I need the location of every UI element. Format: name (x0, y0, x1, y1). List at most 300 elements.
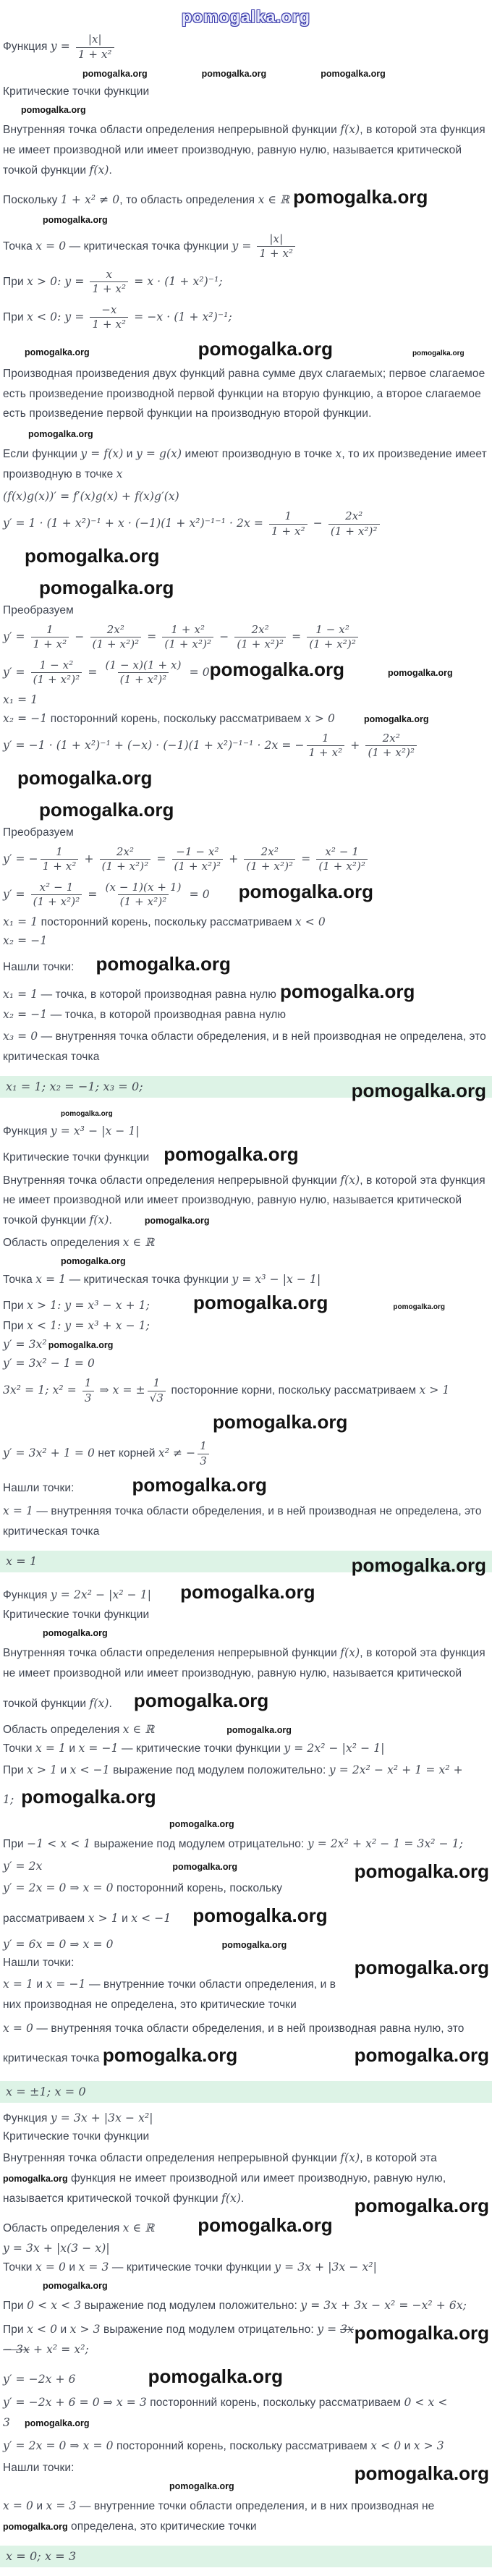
math-run: x (335, 447, 342, 461)
fraction-denominator: 1 + x² (257, 246, 295, 261)
fraction-numerator: (x − 1)(x + 1) (105, 880, 182, 894)
fraction-numerator: 1 (284, 509, 292, 523)
text-run: При (3, 275, 27, 288)
fraction (198, 1439, 209, 1468)
document-line (3, 338, 489, 360)
text-run: посторонний корень, поскольку рассматриваем (3, 1882, 283, 1925)
answer-highlight-line (0, 2546, 492, 2567)
document-line (3, 67, 489, 80)
math-run: = (297, 852, 315, 865)
text-run: Производная произведения двух функций равна сумме двух слагаемых; первое слагаемое есть произведение производной первой функции на вторую функцию, а второе слагаемое есть произведение первой функции на производную второй функции. (3, 367, 485, 420)
document-line (3, 1834, 489, 1883)
fraction (162, 623, 213, 652)
fraction (76, 33, 114, 62)
fraction-denominator: (1 + x²)² (328, 524, 380, 539)
math-run: f(x) (89, 1696, 109, 1710)
math-run: 0 < x < 3 (27, 2298, 82, 2312)
text-run: Нашли точки: (3, 1482, 75, 1495)
fraction-numerator: (1 − x)(1 + x) (105, 658, 182, 671)
fraction-denominator: (1 + x²)² (31, 672, 82, 687)
document-line (3, 1818, 489, 1831)
fraction-denominator: 1 + x² (307, 745, 345, 760)
document-line (3, 1376, 489, 1406)
math-run: x < 0 (27, 2322, 58, 2336)
text-run: Если функции (3, 448, 81, 461)
fraction-denominator: (1 + x²)² (316, 859, 368, 874)
document-line (3, 1761, 489, 1815)
watermark: pomogalka.org (221, 1939, 287, 1950)
math-run: y′ = (3, 887, 29, 901)
math-run: = (288, 630, 305, 644)
math-run: x₂ = −1 (3, 1007, 48, 1021)
text-run: и (65, 1742, 79, 1755)
document-line (3, 1236, 489, 1250)
watermark: pomogalka.org (144, 1216, 210, 1226)
math-run: + x² = x²; (29, 2342, 89, 2356)
math-run: y′ = −1 · (1 + x²)⁻¹ + (−x) · (−1)(1 + x²)⁻¹⁻¹ · 2x = − (3, 739, 305, 753)
watermark: pomogalka.org (3, 2522, 68, 2533)
text-run: — внутренние точки области определения, и в них производная не (76, 2500, 435, 2513)
watermark: pomogalka.org (198, 337, 333, 360)
math-run: f(x) (340, 2151, 360, 2165)
text-run: , в которой эта функция не имеет производной или имеет производную, равную нулю, называется критической точкой функции (3, 124, 485, 177)
document-line (3, 658, 489, 688)
document-line (3, 186, 489, 208)
text-run: Внутренняя точка области определения непрерывной функции (3, 1174, 341, 1187)
math-run: x < 0 (294, 915, 326, 928)
document-line (3, 1027, 489, 1067)
watermark-logo: pomogalka.org (182, 7, 310, 26)
text-run: выражение под модулем положительно: (109, 1763, 329, 1776)
text-run: . (241, 2192, 245, 2206)
fraction (31, 658, 82, 687)
math-run: x = 0 (3, 2499, 33, 2513)
document-line (3, 1723, 489, 1737)
fraction-denominator: 3 (198, 1454, 209, 1469)
math-run: x = 0 (3, 2021, 33, 2035)
math-run: x = 1 (35, 1273, 67, 1287)
document-line (3, 1338, 489, 1352)
text-run: и (65, 2261, 79, 2274)
text-run: — критические точки функции (109, 2261, 275, 2274)
fraction-denominator: (1 + x²)² (118, 672, 169, 687)
document-line (3, 32, 489, 62)
math-run: y′ = −2x + 6 (3, 2372, 76, 2386)
text-run: При (3, 1300, 27, 1313)
math-run: x > 1: y = x³ − x + 1; (27, 1299, 150, 1313)
watermark: pomogalka.org (226, 1724, 292, 1735)
watermark: pomogalka.org (201, 69, 267, 79)
watermark: pomogalka.org (393, 1303, 446, 1312)
math-run: x > 1 (419, 1384, 450, 1397)
text-run: Поскольку (3, 193, 61, 206)
math-run: y′ = 3x² − 1 = 0 (3, 1357, 95, 1370)
watermark: pomogalka.org (280, 980, 415, 1002)
math-run: x = 0 (35, 239, 67, 253)
watermark: pomogalka.org (132, 1474, 267, 1496)
text-run: , то область определения (119, 193, 258, 206)
text-run: Критические точки функции (3, 85, 150, 98)
text-run: Критические точки функции (3, 2130, 150, 2143)
math-run: x₁ = 1; x₂ = −1; x₃ = 0; (6, 1079, 143, 1093)
math-run: y = 3x + |x(3 − x)| (3, 2241, 110, 2255)
text-run: и (123, 448, 136, 461)
math-run: x = −1 (78, 1741, 119, 1755)
math-run: y = x³ − |x − 1| (50, 1124, 140, 1137)
math-run: = 0 (185, 666, 210, 679)
fraction (90, 268, 128, 297)
watermark: pomogalka.org (39, 798, 174, 821)
math-run: y = g(x) (135, 447, 182, 461)
text-run: нет корней (94, 1447, 158, 1460)
math-run: = −x · (1 + x²)⁻¹; (130, 310, 232, 323)
text-run: выражение под модулем положительно: (81, 2299, 301, 2312)
text-run: Нашли точки: (3, 1956, 75, 1969)
document-line (3, 509, 489, 573)
fraction-numerator: 1 (56, 844, 63, 858)
text-run: — критическая точка функции (66, 1274, 232, 1287)
math-run: y′ = 3x² + 1 = 0 (3, 1446, 95, 1460)
fraction-numerator: 2x² (260, 844, 279, 858)
math-run: y = 2x² − |x² − 1| (284, 1741, 385, 1755)
math-run: x > 1 (88, 1912, 119, 1925)
fraction (82, 1376, 94, 1405)
fraction (100, 845, 151, 874)
fraction-numerator: 1 (200, 1439, 207, 1453)
text-run: — критическая точка функции (66, 240, 232, 253)
math-run: y = 2x² − |x² − 1| (50, 1588, 152, 1601)
text-run: Область определения (3, 1237, 123, 1250)
fraction (307, 623, 358, 652)
math-run: = (143, 630, 161, 644)
document-line (3, 2019, 489, 2073)
text-run: Точки (3, 2261, 35, 2274)
text-run: При (3, 1838, 27, 1851)
text-run: и (33, 1978, 46, 1991)
document-line (3, 213, 489, 226)
fraction-numerator: 2x² (345, 509, 363, 523)
text-run: выражение под модулем отрицательно: (90, 1838, 308, 1851)
watermark: pomogalka.org (388, 668, 453, 679)
answer-highlight-line (0, 2081, 492, 2103)
text-run: . (109, 164, 112, 177)
watermark: pomogalka.org (43, 214, 108, 225)
text-run: функция не имеет производной или имеет производную, равную нулю, называется критической точкой функции (3, 2172, 446, 2206)
fraction-numerator: |x| (269, 232, 284, 245)
fraction (172, 845, 224, 874)
document-line (3, 444, 489, 485)
document-line (3, 267, 489, 297)
fraction-denominator: (1 + x²)² (90, 637, 142, 652)
math-run: x = 1 (6, 1554, 38, 1568)
math-run: + (80, 852, 98, 865)
math-run: x = 1 (3, 1504, 33, 1518)
fraction-numerator: 1 (322, 731, 329, 745)
math-run: x ∈ ℝ (122, 1722, 155, 1736)
math-run: y′ = 3x² (3, 1338, 47, 1352)
math-run: x₂ = −1 (3, 933, 48, 947)
document-line (3, 712, 489, 726)
watermark: pomogalka.org (164, 1143, 299, 1165)
math-run: + (347, 739, 364, 753)
math-run: x > 0: y = (27, 274, 88, 288)
fraction (307, 732, 345, 760)
document-line (3, 103, 489, 116)
document-line (3, 232, 489, 262)
math-run: x = ±1; x = 0 (6, 2085, 86, 2099)
fraction-denominator: 1 + x² (31, 637, 69, 652)
text-run: Точки (3, 1742, 35, 1755)
document-line (3, 2130, 489, 2143)
watermark: pomogalka.org (21, 1786, 156, 1808)
text-run: Функция (3, 1124, 51, 1137)
fraction-denominator: √3 (148, 1391, 166, 1406)
math-run: x = 1 (3, 1977, 33, 1991)
fraction (31, 623, 69, 652)
fraction-denominator: (1 + x²)² (234, 637, 286, 652)
math-run: y′ = 1 · (1 + x²)⁻¹ + x · (−1)(1 + x²)⁻¹⁻¹ · 2x = (3, 517, 267, 530)
text-run: Внутренняя точка области определения непрерывной функции (3, 1646, 341, 1659)
math-run: 3x² = 1; x² = (3, 1384, 80, 1397)
math-run: y = (50, 40, 74, 54)
fraction-numerator: −x (101, 302, 117, 316)
math-run: x₁ = 1 (3, 987, 38, 1001)
document-line (3, 844, 489, 875)
text-run: посторонний корень, поскольку рассматриваем (146, 2396, 404, 2409)
math-run: −1 < x < 1 (27, 1837, 91, 1851)
fraction-numerator: 2x² (251, 622, 269, 636)
document-line (3, 2242, 489, 2255)
math-run: y′ = (3, 630, 29, 644)
document-line (3, 2111, 489, 2125)
math-run: x < 0 (370, 2439, 402, 2453)
watermark: pomogalka.org (28, 429, 93, 440)
text-run: выражение под модулем отрицательно: (100, 2323, 318, 2336)
answer-highlight-line (0, 1551, 492, 1576)
math-run: x = 3 (46, 2499, 77, 2513)
watermark: pomogalka.org (25, 347, 90, 357)
text-run: При (3, 310, 27, 323)
text-run: — внутренняя точка области обределения, и в ней производная не определена, это критическая точка (3, 1505, 482, 1538)
fraction-denominator: 1 + x² (90, 317, 128, 332)
text-run: и (33, 2500, 46, 2513)
fraction-numerator: 2x² (382, 731, 400, 745)
document-line (3, 1357, 489, 1370)
document-line (3, 2393, 489, 2433)
document-line (3, 934, 489, 948)
watermark: pomogalka.org (25, 545, 160, 567)
document-line (3, 826, 489, 839)
document-line (3, 1474, 489, 1496)
text-run: Нашли точки: (3, 2462, 75, 2475)
watermark: pomogalka.org (43, 2280, 108, 2291)
fraction (41, 845, 79, 874)
text-run: и (401, 2440, 414, 2453)
text-run: Точка (3, 1274, 36, 1287)
document-line (3, 2279, 489, 2292)
fraction (31, 881, 82, 910)
fraction-numerator: 2x² (116, 844, 135, 858)
watermark: pomogalka.org (238, 880, 374, 902)
watermark: pomogalka.org (354, 2321, 489, 2344)
text-run: При (3, 2323, 27, 2336)
fraction (90, 303, 128, 332)
text-run: Функция (3, 1588, 51, 1601)
watermark: pomogalka.org (24, 2418, 90, 2428)
math-run: − (309, 517, 326, 530)
fraction-denominator: 1 + x² (269, 524, 308, 539)
watermark: pomogalka.org (213, 1411, 348, 1433)
fraction-numerator: x² − 1 (325, 844, 360, 858)
document-line (3, 915, 489, 929)
math-run: x = 0 (35, 2260, 66, 2274)
fraction-numerator: 1 − x² (315, 622, 349, 636)
math-run: x₂ = −1 (3, 711, 48, 725)
fraction-numerator: 1 + x² (171, 622, 205, 636)
math-run: = (84, 887, 101, 901)
document-line (3, 1008, 489, 1022)
math-run: y = (317, 2322, 341, 2336)
watermark: pomogalka.org (351, 1079, 486, 1101)
math-run: y′ = (3, 666, 29, 679)
text-run: посторонний корень, поскольку рассматриваем (113, 2440, 371, 2453)
fraction (90, 623, 142, 652)
document-line (3, 1292, 489, 1314)
document-line (3, 1501, 489, 1542)
fraction-numerator: −1 − x² (176, 844, 219, 858)
document-line (3, 799, 489, 821)
fraction-denominator: 1 + x² (41, 859, 79, 874)
math-run: x < −1 (69, 1763, 110, 1776)
math-run: − (216, 630, 233, 644)
watermark: pomogalka.org (96, 952, 231, 975)
document-line (3, 1643, 489, 1718)
math-run: = 0 (185, 887, 210, 901)
watermark: pomogalka.org (48, 1340, 114, 1351)
watermark: pomogalka.org (148, 2365, 283, 2387)
document-line (3, 85, 489, 98)
text-run: Область определения (3, 1723, 123, 1736)
watermark: pomogalka.org (209, 658, 345, 681)
document-body (3, 32, 489, 2567)
math-run: x > 3 (69, 2322, 101, 2336)
math-run: y′ = −2x + 6 = 0 ⇒ x = 3 (3, 2395, 147, 2409)
document-line (3, 1581, 489, 1603)
math-run: y = 2x² − x² + 1 = x² + 1; (3, 1763, 463, 1807)
text-run: Нашли точки: (3, 960, 75, 973)
document-line (3, 2365, 489, 2388)
document-line (3, 622, 489, 653)
fraction (328, 509, 380, 538)
math-run: x₁ = 1 (3, 692, 38, 706)
fraction-numerator: 1 (84, 1376, 92, 1390)
fraction-numerator: 1 (153, 1376, 161, 1390)
text-run: При (3, 2299, 27, 2312)
math-run: x = 3 (78, 2260, 109, 2274)
math-run: x ∈ ℝ (258, 192, 294, 206)
math-run: x₃ = 0 (3, 1029, 38, 1043)
text-run: . (109, 1697, 112, 1710)
math-run: x > 3 (413, 2439, 444, 2453)
math-run: − (71, 630, 88, 644)
document-line (3, 364, 489, 425)
text-run: определена, это критические точки (67, 2520, 257, 2533)
answer-highlight-line (0, 1076, 492, 1101)
text-run: , в которой эта функция не имеет производной или имеет производную, равную нулю, называется критической точкой функции (3, 1646, 485, 1710)
text-run: Критические точки функции (3, 1608, 150, 1621)
fraction (234, 623, 286, 652)
fraction (148, 1376, 166, 1405)
watermark: pomogalka.org (354, 1860, 489, 1883)
math-run: + (225, 852, 242, 865)
text-run: Внутренняя точка области определения непрерывной функции (3, 124, 341, 136)
math-run: f(x) (89, 1213, 109, 1227)
fraction-numerator: |x| (88, 33, 102, 46)
fraction (244, 845, 295, 874)
math-run: = (153, 852, 170, 865)
text-run: посторонний корень, поскольку рассматриваем (38, 915, 295, 928)
watermark: pomogalka.org (354, 1956, 489, 1978)
math-run: f(x) (340, 1645, 360, 1659)
watermark: pomogalka.org (293, 185, 428, 208)
math-run: x > 1 (27, 1763, 58, 1776)
math-run: y′ = 6x = 0 ⇒ x = 0 (3, 1937, 114, 1951)
watermark: pomogalka.org (133, 1689, 269, 1711)
watermark: pomogalka.org (180, 1580, 315, 1603)
text-run: — точка, в которой производная равна нулю (47, 1008, 287, 1021)
document-line (3, 953, 489, 975)
math-run: x < 1: y = x³ + x − 1; (27, 1319, 150, 1333)
text-run: Функция (3, 2112, 51, 2125)
math-run: 0 < x < 3 (3, 2395, 448, 2429)
text-run: посторонние корни, поскольку рассматриваем (168, 1384, 420, 1397)
watermark: pomogalka.org (192, 1905, 328, 1926)
math-run: ⇒ x = ± (96, 1384, 145, 1397)
math-run: x < −1 (131, 1912, 171, 1925)
text-run: и (57, 1763, 70, 1776)
fraction-numerator: x (106, 267, 113, 281)
watermark: pomogalka.org (61, 1256, 126, 1267)
watermark: pomogalka.org (172, 1862, 238, 1873)
fraction-numerator: x² − 1 (39, 880, 74, 894)
fraction-numerator: 2x² (106, 622, 125, 636)
text-run: При (3, 1320, 27, 1333)
text-run: — внутренняя точка области обределения, и в ней производная равна нулю, это критическая точка (3, 2022, 465, 2065)
text-run: , в которой эта функция не имеет производной или имеет производную, равную нулю, называется критической точкой функции (3, 1174, 485, 1227)
document-line (3, 980, 489, 1003)
math-run: y = 3x + |3x − x²| (50, 2111, 153, 2125)
watermark: pomogalka.org (82, 69, 148, 79)
text-run: При (3, 1763, 27, 1776)
text-run: — критические точки функции (118, 1742, 284, 1755)
fraction-denominator: (1 + x²)² (31, 894, 82, 910)
watermark: pomogalka.org (61, 1109, 113, 1118)
fraction-denominator: (1 + x²)² (172, 859, 224, 874)
document-line (3, 1106, 489, 1119)
fraction-denominator: (1 + x²)² (244, 859, 295, 874)
document-line (3, 1273, 489, 1287)
text-run: , в которой эта (360, 2152, 438, 2165)
document-line (3, 1439, 489, 1469)
watermark: pomogalka.org (354, 2044, 489, 2067)
text-run: , то их произведение имеет производную в точке (3, 448, 487, 481)
watermark: pomogalka.org (193, 1292, 328, 1314)
document-line (3, 1938, 489, 1952)
fraction-denominator: 1 + x² (90, 281, 128, 297)
math-run: y = f(x) (80, 447, 124, 461)
fraction-numerator: 1 (46, 622, 54, 636)
document-line (3, 302, 489, 333)
